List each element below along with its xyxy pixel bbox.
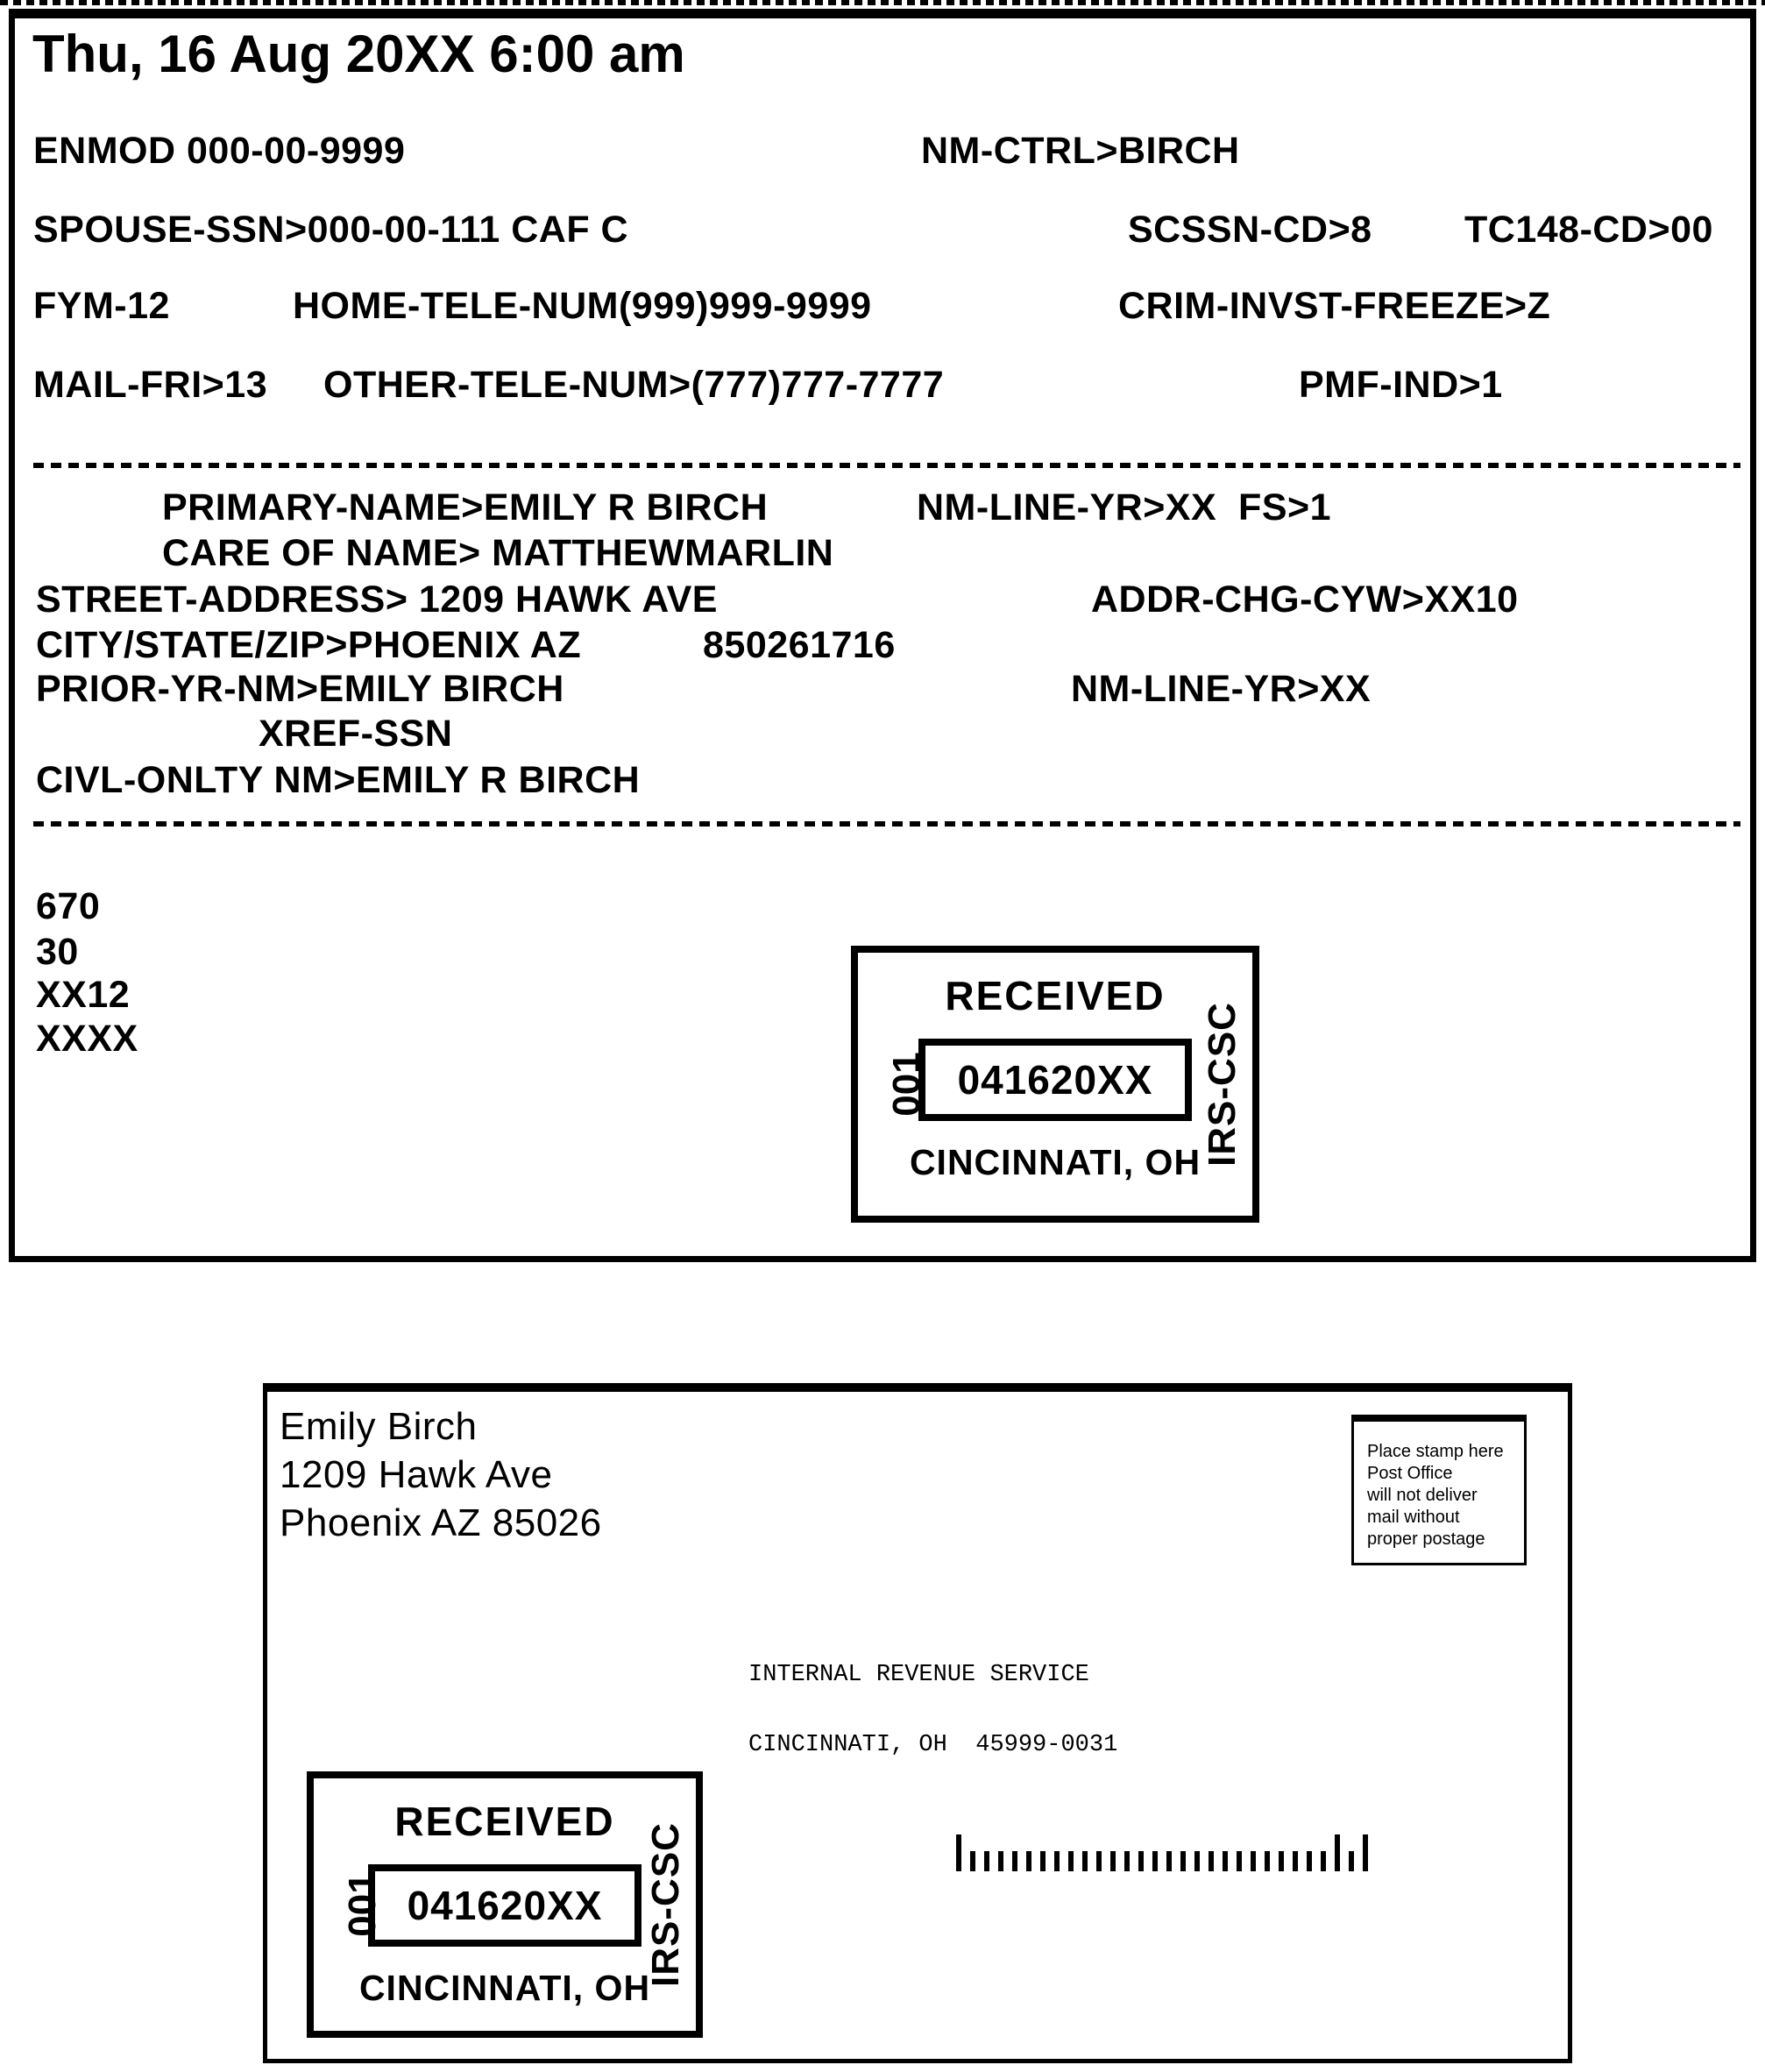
barcode-bar — [956, 1834, 961, 1871]
place-stamp-here-box — [1351, 1415, 1527, 1565]
enmod-terminal-printout — [9, 9, 1756, 1262]
scan-artifact-line — [0, 0, 1765, 5]
stamp-notice-line: proper postage — [1367, 1529, 1485, 1549]
field-mail-fri: MAIL-FRI>13 — [33, 364, 268, 406]
field-nm-ctrl: NM-CTRL>BIRCH — [921, 130, 1240, 172]
code-670: 670 — [36, 885, 101, 927]
stamp-date: 041620XX — [957, 1057, 1153, 1103]
field-prior-yr-nm: PRIOR-YR-NM>EMILY BIRCH — [36, 668, 564, 710]
barcode-bar — [1265, 1851, 1270, 1871]
barcode-bar — [1321, 1851, 1326, 1871]
received-stamp — [307, 1771, 703, 2038]
barcode-bar — [1068, 1851, 1074, 1871]
field-fym: FYM-12 — [33, 285, 170, 327]
return-address-name: Emily Birch — [280, 1405, 478, 1448]
barcode-bar — [1138, 1851, 1144, 1871]
barcode-bar — [1124, 1851, 1130, 1871]
stamp-notice-line: Post Office — [1367, 1464, 1453, 1483]
barcode-bar — [1307, 1851, 1312, 1871]
barcode-bar — [1026, 1851, 1031, 1871]
barcode-bar — [1237, 1851, 1242, 1871]
barcode-bar — [1194, 1851, 1200, 1871]
received-label: RECEIVED — [945, 973, 1166, 1018]
field-tc148-cd: TC148-CD>00 — [1464, 209, 1713, 251]
barcode-bar — [1279, 1851, 1284, 1871]
field-nm-line-yr-fs: NM-LINE-YR>XX FS>1 — [917, 486, 1332, 529]
received-label: RECEIVED — [394, 1799, 615, 1844]
field-xref-ssn: XREF-SSN — [259, 713, 453, 755]
printout-datetime-title: Thu, 16 Aug 20XX 6:00 am — [32, 25, 685, 83]
dashed-divider-top — [33, 463, 1740, 468]
stamp-notice-line: Place stamp here — [1367, 1442, 1504, 1461]
barcode-bar — [1335, 1834, 1340, 1871]
field-home-tele-num: HOME-TELE-NUM(999)999-9999 — [293, 285, 872, 327]
stamp-org: IRS-CSC — [644, 1822, 687, 1987]
stamp-date-box — [918, 1039, 1192, 1121]
field-addr-chg-cyw: ADDR-CHG-CYW>XX10 — [1091, 578, 1519, 621]
field-nm-line-yr-2: NM-LINE-YR>XX — [1071, 668, 1372, 710]
barcode-bar — [1363, 1834, 1368, 1871]
field-care-of-name: CARE OF NAME> MATTHEWMARLIN — [162, 532, 834, 574]
field-zip-value: 850261716 — [703, 624, 896, 666]
barcode-bar — [1166, 1851, 1172, 1871]
barcode-bar — [1180, 1851, 1186, 1871]
stamp-number: 001 — [341, 1872, 384, 1937]
stamp-org: IRS-CSC — [1201, 1002, 1244, 1167]
barcode-bar — [970, 1851, 975, 1871]
field-pmf-ind: PMF-IND>1 — [1299, 364, 1503, 406]
barcode-bar — [1152, 1851, 1158, 1871]
field-scssn-cd: SCSSN-CD>8 — [1128, 209, 1372, 251]
field-street-address: STREET-ADDRESS> 1209 HAWK AVE — [36, 578, 718, 621]
field-civl-onlty-nm: CIVL-ONLTY NM>EMILY R BIRCH — [36, 759, 641, 801]
stamp-date-box — [368, 1864, 641, 1947]
recipient-name: INTERNAL REVENUE SERVICE — [748, 1662, 1089, 1688]
barcode-bar — [1012, 1851, 1017, 1871]
barcode-bar — [1096, 1851, 1102, 1871]
barcode-bar — [1054, 1851, 1060, 1871]
barcode-bar — [1223, 1851, 1228, 1871]
field-city-state-zip: CITY/STATE/ZIP>PHOENIX AZ — [36, 624, 582, 666]
return-address-street: 1209 Hawk Ave — [280, 1453, 553, 1496]
stamp-date: 041620XX — [407, 1883, 603, 1928]
code-xxxx: XXXX — [36, 1018, 138, 1060]
recipient-address: CINCINNATI, OH 45999-0031 — [748, 1732, 1118, 1758]
stamp-notice-line: will not deliver — [1367, 1486, 1478, 1505]
received-stamp — [851, 946, 1259, 1223]
stamp-notice-line: mail without — [1367, 1508, 1460, 1527]
return-address — [280, 1402, 602, 1547]
field-spouse-ssn: SPOUSE-SSN>000-00-111 CAF C — [33, 209, 629, 251]
field-other-tele-num: OTHER-TELE-NUM>(777)777-7777 — [323, 364, 945, 406]
field-crim-invst-freeze: CRIM-INVST-FREEZE>Z — [1118, 285, 1551, 327]
dashed-divider-bottom — [33, 821, 1740, 827]
code-30: 30 — [36, 931, 79, 973]
stamp-city: CINCINNATI, OH — [358, 1968, 651, 2008]
barcode-bar — [998, 1851, 1003, 1871]
barcode-bar — [1110, 1851, 1116, 1871]
barcode-bar — [1251, 1851, 1256, 1871]
field-primary-name: PRIMARY-NAME>EMILY R BIRCH — [162, 486, 769, 529]
barcode-bar — [1209, 1851, 1214, 1871]
postnet-barcode — [956, 1834, 1368, 1871]
envelope — [263, 1383, 1572, 2063]
field-enmod: ENMOD 000-00-9999 — [33, 130, 406, 172]
stamp-city: CINCINNATI, OH — [909, 1142, 1201, 1182]
barcode-bar — [1082, 1851, 1088, 1871]
barcode-bar — [1349, 1851, 1354, 1871]
return-address-city: Phoenix AZ 85026 — [280, 1501, 602, 1544]
barcode-bar — [984, 1851, 989, 1871]
code-xx12: XX12 — [36, 974, 131, 1016]
stamp-number: 001 — [885, 1052, 928, 1117]
barcode-bar — [1040, 1851, 1046, 1871]
barcode-bar — [1293, 1851, 1298, 1871]
